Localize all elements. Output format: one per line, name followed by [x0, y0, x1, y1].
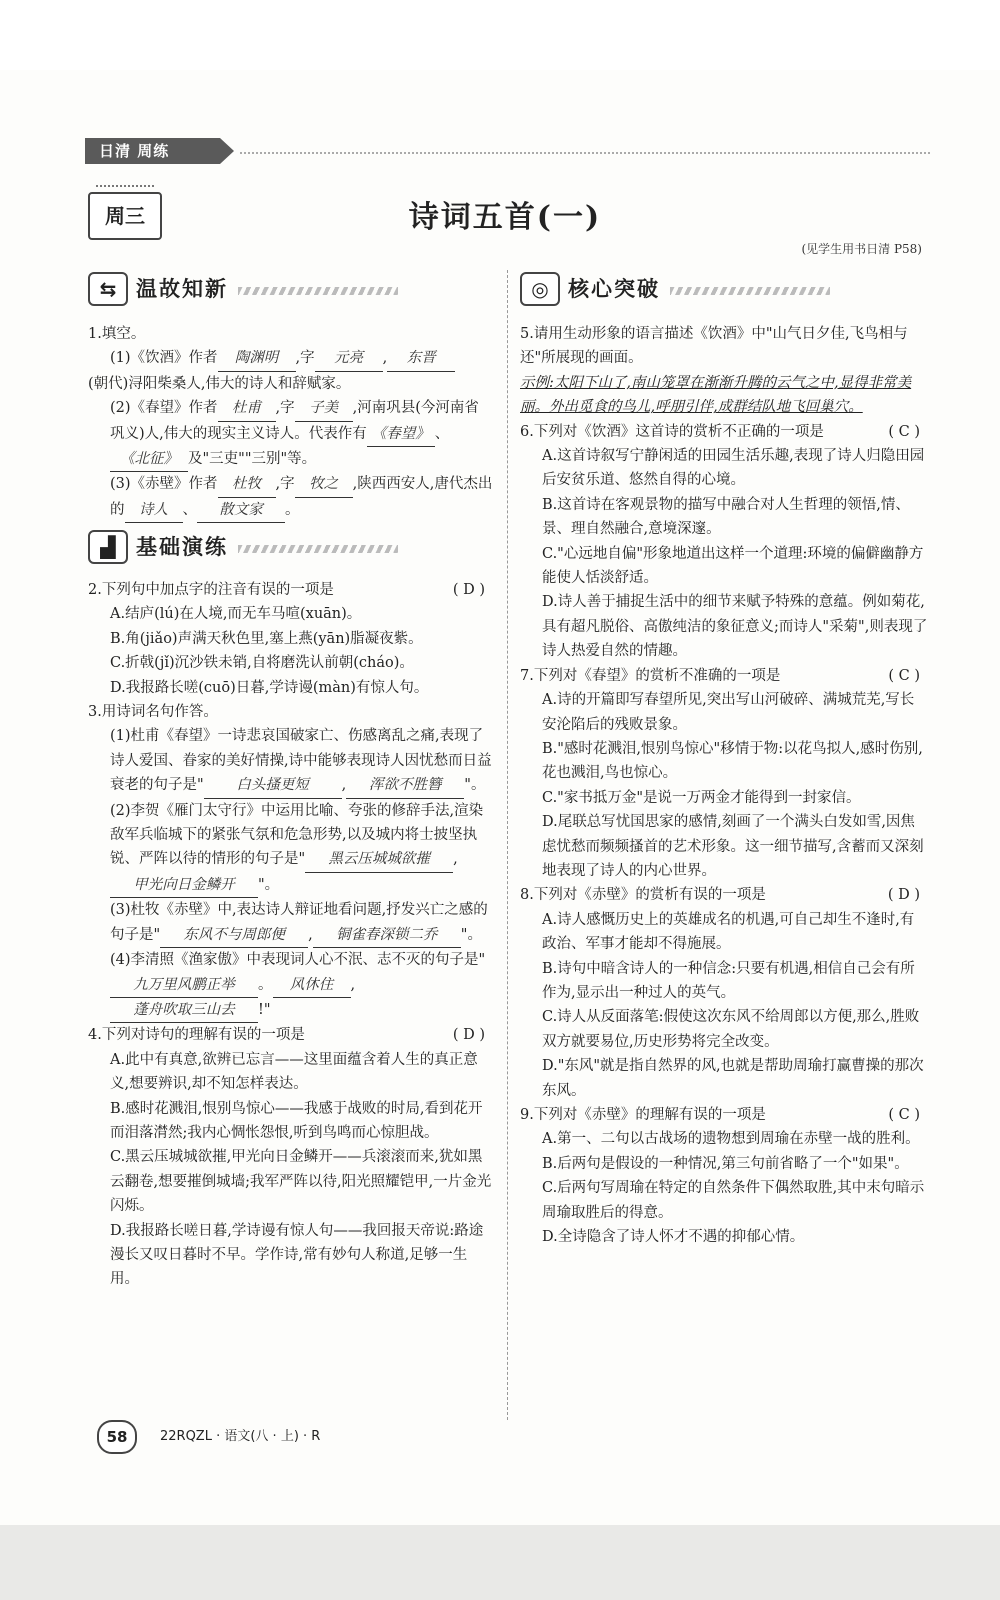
q9-answer: ( C ) [888, 1107, 920, 1123]
q4-option-d: D.我报路长嗟日暮,学诗谩有惊人句——我回报天帝说:路途漫长又叹日暮时不早。学作诗,常有妙句人称道,足够一生用。 [110, 1222, 484, 1288]
q3-text: 。 [258, 976, 273, 993]
q2-stem [88, 578, 493, 602]
q3-item-1 [88, 724, 493, 798]
q2-option-c: C.折戟(jǐ)沉沙铁未销,自将磨洗认前朝(cháo)。 [110, 655, 414, 672]
q2-option-d: D.我报路长嗟(cuō)日暮,学诗谩(màn)有惊人句。 [110, 679, 429, 696]
q1-text: ,字 [295, 350, 315, 367]
column-divider [507, 270, 508, 1420]
q3-text: "。 [460, 926, 482, 943]
answer-blank: 蓬舟吹取三山去 [110, 998, 258, 1023]
q3-item-3 [88, 898, 493, 948]
q8-option-d: D."东风"就是指自然界的风,也就是帮助周瑜打赢曹操的那次东风。 [542, 1058, 924, 1099]
q3-item-4 [88, 948, 493, 1023]
q4-stem [88, 1023, 493, 1047]
answer-blank: 子美 [295, 396, 353, 421]
q1-item-3 [88, 472, 493, 523]
answer-blank: 牧之 [295, 472, 353, 497]
page-number: 58 [97, 1420, 137, 1454]
header-tag: 日清 周练 [85, 138, 220, 164]
answer-blank: 九万里风鹏正举 [110, 973, 258, 998]
q5-answer: 示例:太阳下山了,南山笼罩在渐渐升腾的云气之中,显得非常美丽。外出觅食的鸟儿,呼朋引伴,成群结队地飞回巢穴。 [520, 374, 912, 416]
answer-blank: 甲光向日金鳞开 [110, 873, 258, 898]
q8-option-c: C.诗人从反面落笔:假使这次东风不给周郎以方便,那么,胜败双方就要易位,历史形势将完全改变。 [542, 1009, 920, 1050]
q3-text: (2)李贺《雁门太守行》中运用比喻、夸张的修辞手法,渲染敌军兵临城下的紧张气氛和危急形势,以及城内将士披坚执锐、严阵以待的情形的句子是" [110, 802, 484, 868]
q3-text: , [350, 976, 356, 993]
section-review-header [88, 272, 418, 306]
section-decor-bar [238, 545, 398, 553]
q6-option-c: C."心远地自偏"形象地道出这样一个道理:环境的偏僻幽静方能使人恬淡舒适。 [542, 545, 924, 587]
q7-stem [520, 664, 928, 688]
reference-note: (见学生用书日清 P58) [801, 242, 922, 256]
q1-text: ,河南巩县(今河南省巩义)人,伟大的现实主义诗人。代表作有 [110, 400, 479, 442]
answer-blank: 杜甫 [218, 396, 276, 421]
q6-option-a: A.这首诗叙写宁静闲适的田园生活乐趣,表现了诗人归隐田园后安贫乐道、悠然自得的心境。 [542, 448, 925, 489]
q4-answer: ( D ) [452, 1027, 485, 1044]
q2-answer: ( D ) [452, 582, 485, 598]
q6-stem [520, 420, 928, 444]
answer-blank: 东风不与周郎便 [160, 923, 308, 948]
answer-blank: 《春望》 [367, 422, 435, 447]
q1-item-2 [88, 396, 493, 472]
q7-option-d: D.尾联总写忧国思家的感情,刻画了一个满头白发如雪,因焦虑忧愁而频频搔首的艺术形象。这一细节描写,含蓄而又深刻地表现了诗人的内心世界。 [542, 814, 924, 879]
q3-text: (4)李清照《渔家傲》中表现词人心不泯、志不灭的句子是" [110, 952, 486, 969]
q2-option-b: B.角(jiǎo)声满天秋色里,塞上燕(yān)脂凝夜紫。 [110, 630, 423, 647]
section-basic-title: 基础演练 [136, 535, 228, 559]
q3-text: (1)杜甫《春望》一诗悲哀国破家亡、伤感离乱之痛,表现了诗人爱国、眷家的美好情操,诗中能够表现诗人因忧愁而日益衰老的句子是" [110, 728, 492, 794]
q6-answer: ( C ) [888, 423, 920, 440]
q8-stem [520, 883, 928, 907]
page-title: 诗词五首(一) [408, 200, 602, 235]
q4-stem-text: 4.下列对诗句的理解有误的一项是 [88, 1027, 305, 1044]
q2-stem-text: 2.下列句中加点字的注音有误的一项是 [88, 582, 334, 598]
answer-blank: 铜雀春深锁二乔 [313, 923, 461, 948]
q1-text: 、 [182, 501, 197, 518]
q3-text: "。 [258, 876, 280, 893]
answer-blank: 白头搔更短 [204, 773, 342, 798]
q3-text: , [308, 926, 313, 943]
q9-stem-text: 9.下列对《赤壁》的理解有误的一项是 [520, 1107, 766, 1123]
q6-option-d: D.诗人善于捕捉生活中的细节来赋予特殊的意蕴。例如菊花,具有超凡脱俗、高傲纯洁的象征意义;而诗人"采菊",则表现了诗人热爱自然的情趣。 [542, 594, 928, 660]
q5-stem: 5.请用生动形象的语言描述《饮酒》中"山气日夕佳,飞鸟相与还"所展现的画面。 [520, 326, 908, 367]
day-badge: 周三 [88, 192, 162, 240]
q7-option-a: A.诗的开篇即写春望所见,突出写山河破碎、满城荒芜,写长安沦陷后的残败景象。 [542, 692, 915, 733]
q9-stem [520, 1103, 928, 1127]
q7-answer: ( C ) [888, 667, 920, 684]
question-1 [88, 322, 493, 523]
answer-blank: 陶渊明 [218, 346, 296, 371]
q4-option-c: C.黑云压城城欲摧,甲光向日金鳞开——兵滚滚而来,犹如黑云翻卷,想要摧倒城墙;我军严阵以待,阳光照耀铠甲,一片金光闪烁。 [110, 1149, 492, 1215]
q1-text: 、 [434, 425, 450, 442]
section-core-title: 核心突破 [568, 277, 660, 301]
q8-option-b: B.诗句中暗含诗人的一种信念:只要有机遇,相信自己会有所作为,显示出一种过人的英气。 [542, 960, 915, 1001]
q9-option-c: C.后两句写周瑜在特定的自然条件下偶然取胜,其中末句暗示周瑜取胜后的得意。 [542, 1180, 925, 1221]
swap-arrows-icon: ⇆ [88, 272, 128, 306]
scan-margin [0, 1525, 1000, 1600]
bar-chart-icon: ▟ [88, 530, 128, 564]
answer-blank: 黑云压城城欲摧 [305, 847, 453, 872]
q9-option-d: D.全诗隐含了诗人怀才不遇的抑郁心情。 [542, 1229, 805, 1246]
q1-stem: 1.填空。 [88, 326, 146, 342]
section-core-header [520, 272, 850, 306]
target-icon: ◎ [520, 272, 560, 306]
q7-option-b: B."感时花溅泪,恨别鸟惊心"移情于物:以花鸟拟人,感时伤别,花也溅泪,鸟也惊心。 [542, 740, 923, 782]
q7-option-c: C."家书抵万金"是说一万两金才能得到一封家信。 [542, 789, 861, 806]
section-basic-header [88, 530, 418, 564]
q1-text: 及"三吏""三别"等。 [188, 451, 317, 468]
q3-item-2 [88, 799, 493, 899]
q3-text: , [453, 851, 458, 868]
q1-text: (2)《春望》作者 [110, 400, 218, 417]
q1-text: ,字 [275, 400, 295, 417]
q6-option-b: B.这首诗在客观景物的描写中融合对人生哲理的领悟,情、景、理自然融合,意境深邃。 [542, 496, 910, 538]
header-rule [240, 152, 930, 154]
left-questions [88, 578, 493, 1292]
q3-text: !" [258, 1001, 271, 1018]
answer-blank: 东晋 [387, 346, 455, 371]
q3-stem: 3.用诗词名句作答。 [88, 704, 218, 721]
q1-text: (3)《赤壁》作者 [110, 476, 218, 493]
q3-text: "。 [464, 777, 486, 794]
q1-text: , [382, 350, 388, 367]
q6-stem-text: 6.下列对《饮酒》这首诗的赏析不正确的一项是 [520, 423, 824, 440]
q4-option-a: A.此中有真意,欲辨已忘言——这里面蕴含着人生的真正意义,想要辨识,却不知怎样表达。 [110, 1051, 478, 1093]
q1-text: (1)《饮酒》作者 [110, 350, 218, 367]
section-review-title: 温故知新 [136, 277, 228, 301]
q8-stem-text: 8.下列对《赤壁》的赏析有误的一项是 [520, 887, 766, 904]
q3-text: (3)杜牧《赤壁》中,表达诗人辩证地看问题,抒发兴亡之感的句子是" [110, 902, 488, 943]
q2-option-a: A.结庐(lú)在人境,而无车马喧(xuān)。 [110, 606, 362, 623]
q1-text: ,字 [275, 476, 295, 493]
right-questions [520, 322, 928, 1249]
answer-blank: 《北征》 [110, 447, 188, 472]
q8-option-a: A.诗人感慨历史上的英雄成名的机遇,可自己却生不逢时,有政治、军事才能却不得施展。 [542, 911, 915, 953]
footer-code: 22RQZL · 语文(八 · 上) · R [160, 1429, 321, 1444]
q1-text: ,陕西西安人,唐代杰出的 [110, 476, 493, 518]
q1-text: (朝代)浔阳柴桑人,伟大的诗人和辞赋家。 [88, 375, 351, 392]
answer-blank: 浑欲不胜簪 [346, 773, 464, 798]
answer-blank: 风休住 [273, 973, 351, 998]
q3-text: , [341, 777, 347, 794]
q8-answer: ( D ) [887, 887, 920, 904]
answer-blank: 散文家 [197, 498, 285, 523]
q1-item-1 [88, 346, 493, 371]
answer-blank: 元亮 [315, 346, 383, 371]
answer-blank: 诗人 [125, 498, 183, 523]
q7-stem-text: 7.下列对《春望》的赏析不准确的一项是 [520, 667, 781, 684]
q9-option-a: A.第一、二句以古战场的遗物想到周瑜在赤壁一战的胜利。 [542, 1131, 920, 1148]
section-decor-bar [670, 287, 830, 295]
section-decor-bar [238, 287, 398, 295]
answer-blank: 杜牧 [218, 472, 276, 497]
q9-option-b: B.后两句是假设的一种情况,第三句前省略了一个"如果"。 [542, 1155, 909, 1172]
q4-option-b: B.感时花溅泪,恨别鸟惊心——我感于战败的时局,看到花开而泪落潸然;我内心惆怅怨恨,听到鸟鸣而心惊胆战。 [110, 1100, 483, 1141]
q1-text: 。 [285, 501, 300, 518]
